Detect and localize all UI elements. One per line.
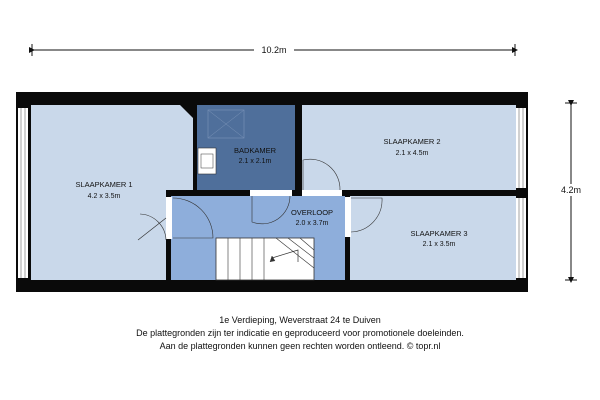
caption-address: 1e Verdieping, Weverstraat 24 te Duiven [219, 315, 381, 325]
label-badkamer-name: BADKAMER [233, 146, 277, 155]
label-slaapkamer-3-size: 2.1 x 3.5m [422, 241, 456, 248]
height-label: 4.2m [560, 185, 582, 195]
window-right-bottom [516, 198, 526, 278]
caption-disclaimer-1: De plattegronden zijn ter indicatie en geproduceerd voor promotionele doeleinden. [136, 328, 464, 338]
width-dimension [32, 44, 515, 56]
staircase [216, 238, 314, 280]
window-right-top [516, 108, 526, 188]
label-slaapkamer-3-name: SLAAPKAMER 3 [410, 229, 468, 238]
room-slaapkamer-3 [350, 196, 516, 280]
height-dimension [556, 103, 586, 280]
room-slaapkamer-2 [302, 105, 516, 190]
label-slaapkamer-1-name: SLAAPKAMER 1 [75, 180, 133, 189]
caption-disclaimer-2: Aan de plattegronden kunnen geen rechten worden ontleend. © topr.nl [159, 341, 441, 351]
label-overloop-size: 2.0 x 3.7m [295, 220, 329, 227]
width-label: 10.2m [261, 45, 287, 55]
window-left [18, 108, 28, 278]
label-slaapkamer-2-name: SLAAPKAMER 2 [383, 137, 441, 146]
label-overloop-name: OVERLOOP [290, 208, 334, 217]
label-badkamer-size: 2.1 x 2.1m [238, 158, 272, 165]
label-slaapkamer-2-size: 2.1 x 4.5m [395, 150, 429, 157]
label-slaapkamer-1-size: 4.2 x 3.5m [87, 193, 121, 200]
